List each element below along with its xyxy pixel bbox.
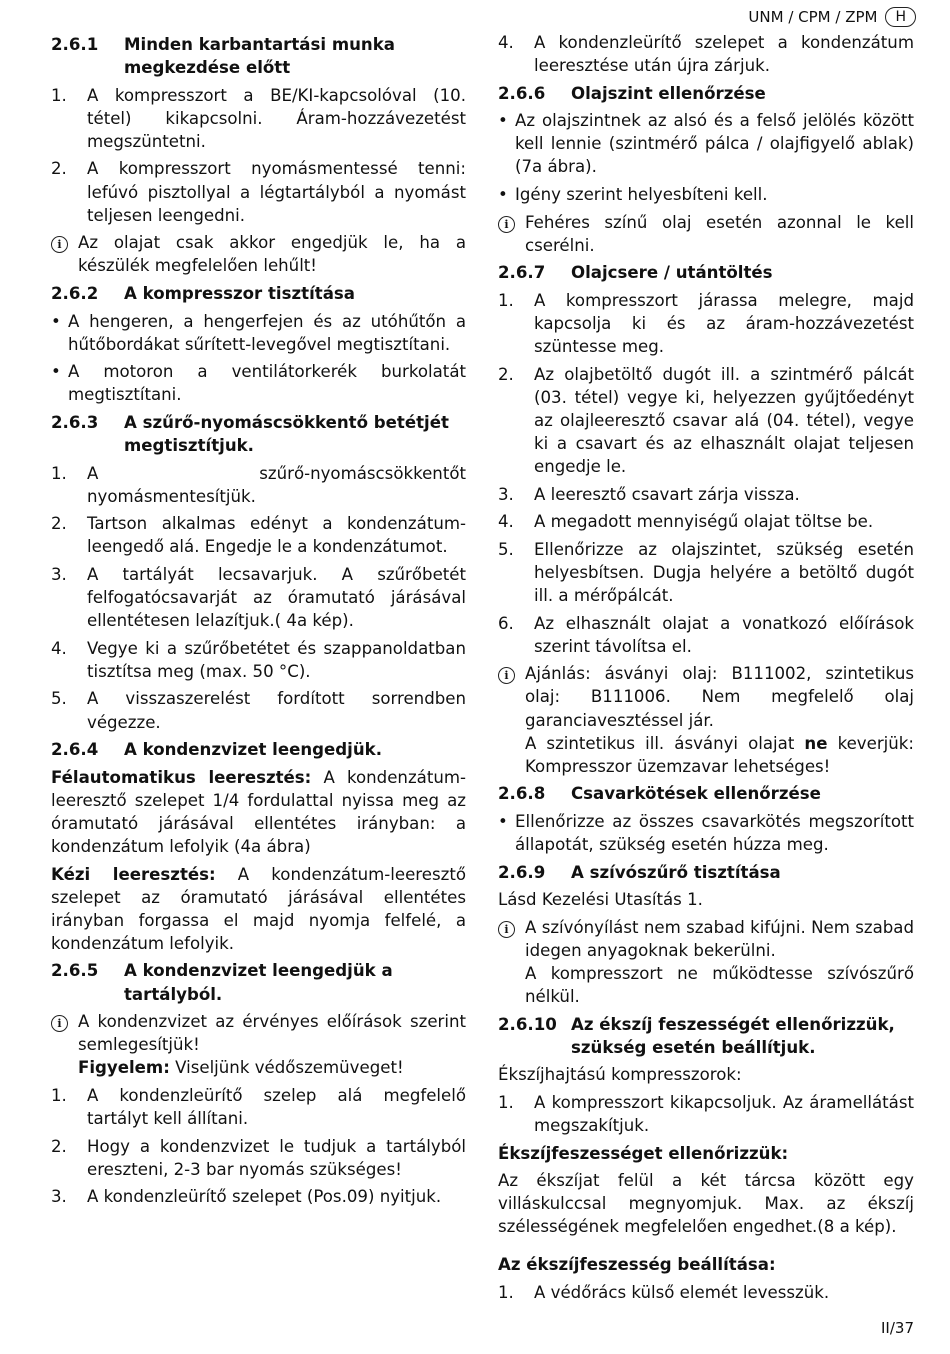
spacer (498, 1243, 914, 1253)
item-text: Igény szerint helyesbíteni kell. (515, 185, 768, 205)
note-emphasis: ne (804, 733, 828, 753)
item-text: Az olajbetöltő dugót ill. a szintmérő pálcát (03. tétel) vegye ki, helyezzen gyűjtőedényt az olajleeresztő csavar alá (04. tétel), vegye ki a csavart és az elhasznált olajat teljesen engedje le. (534, 364, 914, 477)
right-column (498, 31, 914, 1308)
info-icon: i (51, 1015, 68, 1032)
item-text: A kondenzleürítő szelepet a kondenzátum leeresztése után újra zárjuk. (534, 33, 914, 76)
note-text (525, 211, 914, 257)
info-icon: i (498, 921, 515, 938)
page-number: II/37 (881, 1319, 914, 1337)
item-text: A kondenzleürítő szelepet (Pos.09) nyitjuk. (87, 1187, 442, 1207)
section-heading (51, 282, 466, 305)
numbered-item (51, 1185, 466, 1208)
note-line: A kondenzvizet az érvényes előírások szerint semlegesítjük! (78, 1012, 466, 1055)
model-list: UNM / CPM / ZPM (748, 8, 878, 26)
item-text: A motoron a ventilátorkerék burkolatát megtisztítani. (68, 362, 466, 405)
item-number: 1. (51, 1085, 67, 1105)
note-line-text: A szintetikus ill. ásványi olajat (525, 733, 805, 753)
item-text: A tartályát lecsavarjuk. A szűrőbetét felfogatócsavarját az óramutató járásával ellentétesen lelazítjuk.( 4a kép). (87, 564, 466, 631)
paragraph (51, 863, 466, 955)
info-icon-wrap (51, 231, 78, 277)
numbered-item (51, 462, 466, 508)
info-icon-wrap (498, 916, 525, 1008)
numbered-item (498, 31, 914, 77)
item-text: A kompresszort a BE/KI-kapcsolóval (10. tétel) kikapcsolni. Áram-hozzávezetést megszüntetni. (87, 85, 466, 151)
info-icon: i (498, 216, 515, 233)
section-heading (498, 1013, 914, 1059)
bullet-marker: • (498, 811, 508, 831)
item-text: A visszaszerelést fordított sorrendben végezze. (87, 689, 466, 732)
section-title: Csavarkötések ellenőrzése (571, 784, 821, 804)
note-text (525, 662, 914, 777)
note-line: A szívónyílást nem szabad kifújni. Nem szabad idegen anyagoknak bekerülni. (525, 917, 914, 960)
note-line: Fehéres színű olaj esetén azonnal le kell cserélni. (525, 212, 914, 255)
paragraph-lead: Ékszíjfeszességet ellenőrizzük: (498, 1143, 789, 1163)
language-badge: H (885, 7, 916, 27)
section-heading (51, 738, 466, 761)
numbered-item (51, 84, 466, 153)
section-heading (498, 261, 914, 284)
item-number: 4. (498, 33, 514, 52)
paragraph (498, 1169, 914, 1238)
section-number: 2.6.6 (498, 83, 546, 103)
item-number: 1. (498, 1282, 514, 1302)
note-line-text: keverjük: Kompresszor üzemzavar lehetséges! (525, 733, 914, 776)
info-icon: i (498, 667, 515, 684)
paragraph-text: Az ékszíjat felül a két tárcsa között egy villáskulccsal megnyomjuk. Max. az ékszíj szélességének megfelelően engedhet.(8 a kép). (498, 1171, 914, 1237)
info-icon-wrap (498, 662, 525, 777)
paragraph-lead: Az ékszíjfeszesség beállítása: (498, 1255, 776, 1274)
numbered-item (51, 563, 466, 632)
paragraph-text: Ékszíjhajtású kompresszorok: (498, 1065, 742, 1085)
note-block (498, 662, 914, 777)
item-number: 2. (51, 1136, 67, 1156)
section-heading (498, 861, 914, 884)
note-text (78, 1010, 466, 1079)
item-number: 1. (51, 85, 67, 105)
item-number: 6. (498, 613, 514, 633)
paragraph (498, 1063, 914, 1086)
section-title: A kondenzvizet leengedjük a tartályból. (124, 961, 393, 1004)
item-number: 4. (51, 638, 67, 658)
section-title: A kondenzvizet leengedjük. (124, 740, 383, 760)
item-number: 3. (51, 1187, 67, 1207)
item-text: Hogy a kondenzvizet le tudjuk a tartályból ereszteni, 2-3 bar nyomás szükséges! (87, 1136, 466, 1179)
note-line (78, 1056, 466, 1079)
numbered-item (51, 687, 466, 733)
section-number: 2.6.1 (51, 35, 99, 54)
section-title: Olajszint ellenőrzése (571, 83, 766, 103)
numbered-item (498, 363, 914, 478)
note-emphasis: Figyelem: (78, 1058, 170, 1078)
section-number: 2.6.8 (498, 784, 546, 804)
section-number: 2.6.10 (498, 1014, 557, 1034)
paragraph-lead: Félautomatikus leeresztés: (51, 767, 312, 787)
numbered-item (51, 157, 466, 226)
section-heading (498, 782, 914, 805)
item-text: A kompresszort kikapcsoljuk. Az áramellátást megszakítjuk. (534, 1092, 914, 1136)
item-number: 5. (51, 689, 67, 709)
bullet-item (51, 360, 466, 406)
section-title: Az ékszíj feszességét ellenőrizzük, szükség esetén beállítjuk. (571, 1014, 895, 1057)
section-number: 2.6.9 (498, 862, 546, 882)
note-line: Az olajat csak akkor engedjük le, ha a készülék megfelelően lehűlt! (78, 233, 466, 276)
note-line (525, 732, 914, 778)
page-header (748, 7, 916, 27)
paragraph (498, 1253, 914, 1276)
item-number: 1. (51, 463, 67, 483)
note-text (78, 231, 466, 277)
item-number: 2. (51, 159, 67, 179)
numbered-item (51, 512, 466, 558)
note-block (51, 1010, 466, 1079)
paragraph-text: Lásd Kezelési Utasítás 1. (498, 890, 703, 910)
item-text: A hengeren, a hengerfejen és az utóhűtőn a hűtőbordákat sűrített-levegővel megtisztítani. (68, 311, 466, 354)
item-number: 2. (51, 514, 67, 534)
info-icon-wrap (51, 1010, 78, 1079)
item-text: Vegye ki a szűrőbetétet és szappanoldatban tisztítsa meg (max. 50 °C). (87, 638, 466, 681)
note-block (498, 916, 914, 1008)
paragraph-text: A kondenzátum-leeresztő szelepet 1/4 fordulattal nyissa meg az óramutató járásával ellentétes irányban: a kondenzátum lefolyik (4a ábra) (51, 767, 466, 856)
numbered-item (498, 538, 914, 607)
section-number: 2.6.2 (51, 283, 99, 303)
section-title: A szívószűrő tisztítása (571, 862, 781, 882)
section-number: 2.6.4 (51, 740, 99, 760)
item-text: A leeresztő csavart zárja vissza. (534, 484, 800, 504)
bullet-marker: • (51, 362, 61, 382)
info-icon-wrap (498, 211, 525, 257)
item-number: 4. (498, 512, 514, 532)
item-text: Ellenőrizze az összes csavarkötés megszorított állapotát, szükség esetén húzza meg. (515, 811, 914, 854)
section-number: 2.6.7 (498, 263, 546, 283)
item-text: Ellenőrizze az olajszintet, szükség esetén helyesbítsen. Dugja helyére a betöltő dugót ill. a mérőpálcát. (534, 539, 914, 606)
section-heading (51, 33, 466, 79)
item-number: 1. (498, 290, 514, 310)
section-title: Olajcsere / utántöltés (571, 263, 773, 283)
numbered-item (498, 483, 914, 506)
section-number: 2.6.3 (51, 412, 99, 432)
item-text: Az olajszintnek az alsó és a felső jelölés között kell lennie (szintmérő pálca / olajfigyelő ablak) (7a ábra). (515, 111, 914, 177)
paragraph-lead: Kézi leeresztés: (51, 864, 216, 884)
item-number: 3. (498, 484, 514, 504)
item-text: A megadott mennyiségű olajat töltse be. (534, 512, 874, 532)
section-title: A szűrő-nyomáscsökkentő betétjét megtisztítjuk. (124, 412, 449, 455)
section-number: 2.6.5 (51, 961, 99, 981)
item-number: 1. (498, 1092, 514, 1112)
bullet-item (498, 810, 914, 856)
section-title: Minden karbantartási munka megkezdése előtt (124, 35, 395, 78)
numbered-item (51, 1084, 466, 1130)
numbered-item (498, 510, 914, 533)
numbered-item (498, 1281, 914, 1304)
item-text: A szűrő-nyomáscsökkentőt nyomásmentesítjük. (87, 463, 466, 506)
note-line-text: Viseljünk védőszemüveget! (169, 1058, 404, 1078)
note-block (51, 231, 466, 277)
item-text: Az elhasznált olajat a vonatkozó előírások szerint távolítsa el. (534, 613, 914, 656)
item-text: A kondenzleürítő szelep alá megfelelő tartályt kell állítani. (87, 1085, 466, 1129)
bullet-item (498, 109, 914, 178)
numbered-item (51, 1135, 466, 1181)
note-line (525, 962, 914, 1008)
item-text: A kompresszort nyomásmentessé tenni: lefúvó pisztollyal a légtartályból a nyomást teljesen leengedni. (87, 159, 466, 225)
numbered-item (498, 612, 914, 658)
section-title: A kompresszor tisztítása (124, 283, 355, 303)
item-number: 3. (51, 564, 67, 584)
section-heading (51, 411, 466, 457)
item-text: A védőrács külső elemét levesszük. (534, 1282, 830, 1302)
item-number: 5. (498, 539, 514, 559)
numbered-item (498, 289, 914, 358)
bullet-item (51, 310, 466, 356)
paragraph (498, 888, 914, 911)
item-text: A kompresszort járassa melegre, majd kapcsolja ki és az áram-hozzávezetést szüntesse meg. (534, 290, 914, 357)
left-column (51, 31, 466, 1213)
bullet-marker: • (51, 311, 61, 331)
info-icon: i (51, 236, 68, 253)
paragraph-text: A kondenzátum-leeresztő szelepet az óramutató járásával ellentétes irányban forgassa el majd nyomja felfelé, a kondenzátum lefolyik. (51, 864, 466, 953)
bullet-marker: • (498, 111, 508, 131)
paragraph (51, 766, 466, 858)
section-heading (51, 959, 466, 1005)
item-number: 2. (498, 364, 514, 384)
bullet-marker: • (498, 185, 508, 205)
note-text (525, 916, 914, 1008)
note-block (498, 211, 914, 257)
numbered-item (51, 637, 466, 683)
bullet-item (498, 183, 914, 206)
section-heading (498, 82, 914, 105)
note-line-text: A kompresszort ne működtesse szívószűrő nélkül. (525, 963, 914, 1007)
note-line: Ajánlás: ásványi olaj: B111002, szintetikus olaj: B111006. Nem megfelelő olaj garanciavesztéssel jár. (525, 664, 914, 730)
numbered-item (498, 1091, 914, 1137)
paragraph (498, 1142, 914, 1165)
item-text: Tartson alkalmas edényt a kondenzátum-leengedő alá. Engedje le a kondenzátumot. (87, 514, 466, 557)
